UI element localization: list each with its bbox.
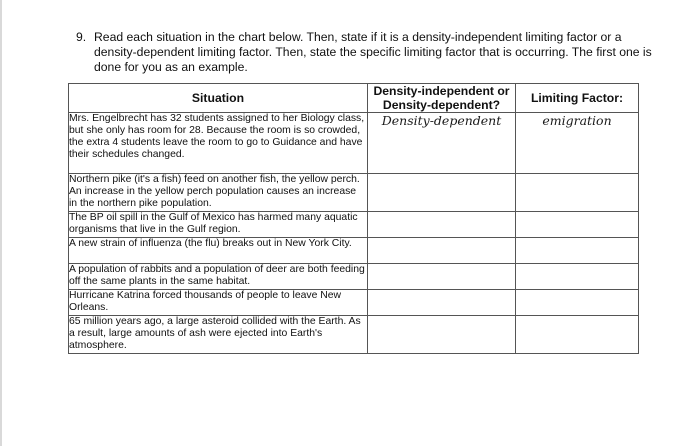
situation-cell: Northern pike (it's a fish) feed on another fish, the yellow perch. An increase in the yellow perch population causes an increase in the northern pike population. (69, 174, 368, 212)
situation-cell: A population of rabbits and a population of deer are both feeding off the same plants in the same habitat. (69, 264, 368, 290)
table-row (69, 113, 639, 174)
table-row (69, 264, 639, 290)
table-row (69, 212, 639, 238)
limiting-factor-table (68, 83, 639, 354)
density-answer-cell[interactable] (368, 174, 516, 212)
limiting-factor-answer-cell[interactable] (516, 212, 639, 238)
density-answer-cell[interactable] (368, 238, 516, 264)
density-answer-cell: Density-dependent (368, 113, 516, 174)
limiting-factor-answer-cell[interactable] (516, 264, 639, 290)
limiting-factor-answer-cell[interactable] (516, 316, 639, 354)
limiting-factor-answer-cell[interactable] (516, 174, 639, 212)
header-density: Density-independent or Density-dependent? (368, 84, 516, 113)
density-answer-cell[interactable] (368, 212, 516, 238)
header-limiting-factor: Limiting Factor: (516, 84, 639, 113)
limiting-factor-answer-cell[interactable] (516, 238, 639, 264)
situation-cell: A new strain of influenza (the flu) breaks out in New York City. (69, 238, 368, 264)
limiting-factor-answer-cell[interactable] (516, 290, 639, 316)
table-header-row (69, 84, 639, 113)
limiting-factor-answer-cell: emigration (516, 113, 639, 174)
situation-cell: 65 million years ago, a large asteroid collided with the Earth. As a result, large amounts of ash were ejected into Earth's atmosphere. (69, 316, 368, 354)
density-answer-cell[interactable] (368, 290, 516, 316)
situation-cell: The BP oil spill in the Gulf of Mexico has harmed many aquatic organisms that live in the Gulf region. (69, 212, 368, 238)
page-edge (0, 0, 2, 446)
table-row (69, 316, 639, 354)
question-number: 9. (76, 30, 87, 44)
density-answer-cell[interactable] (368, 264, 516, 290)
header-situation: Situation (69, 84, 368, 113)
density-answer-cell[interactable] (368, 316, 516, 354)
table-row (69, 174, 639, 212)
table-row (69, 290, 639, 316)
situation-cell: Hurricane Katrina forced thousands of people to leave New Orleans. (69, 290, 368, 316)
question-9 (76, 30, 656, 75)
question-text: Read each situation in the chart below. Then, state if it is a density-independent limiting factor or a density-dependent limiting factor. Then, state the specific limiting factor that is occurring. The first one is done for you as an example. (94, 30, 652, 74)
table-row (69, 238, 639, 264)
situation-cell: Mrs. Engelbrecht has 32 students assigned to her Biology class, but she only has room for 28. Because the room is so crowded, the extra 4 students leave the room to go to Guidance and have their schedules changed. (69, 113, 368, 174)
